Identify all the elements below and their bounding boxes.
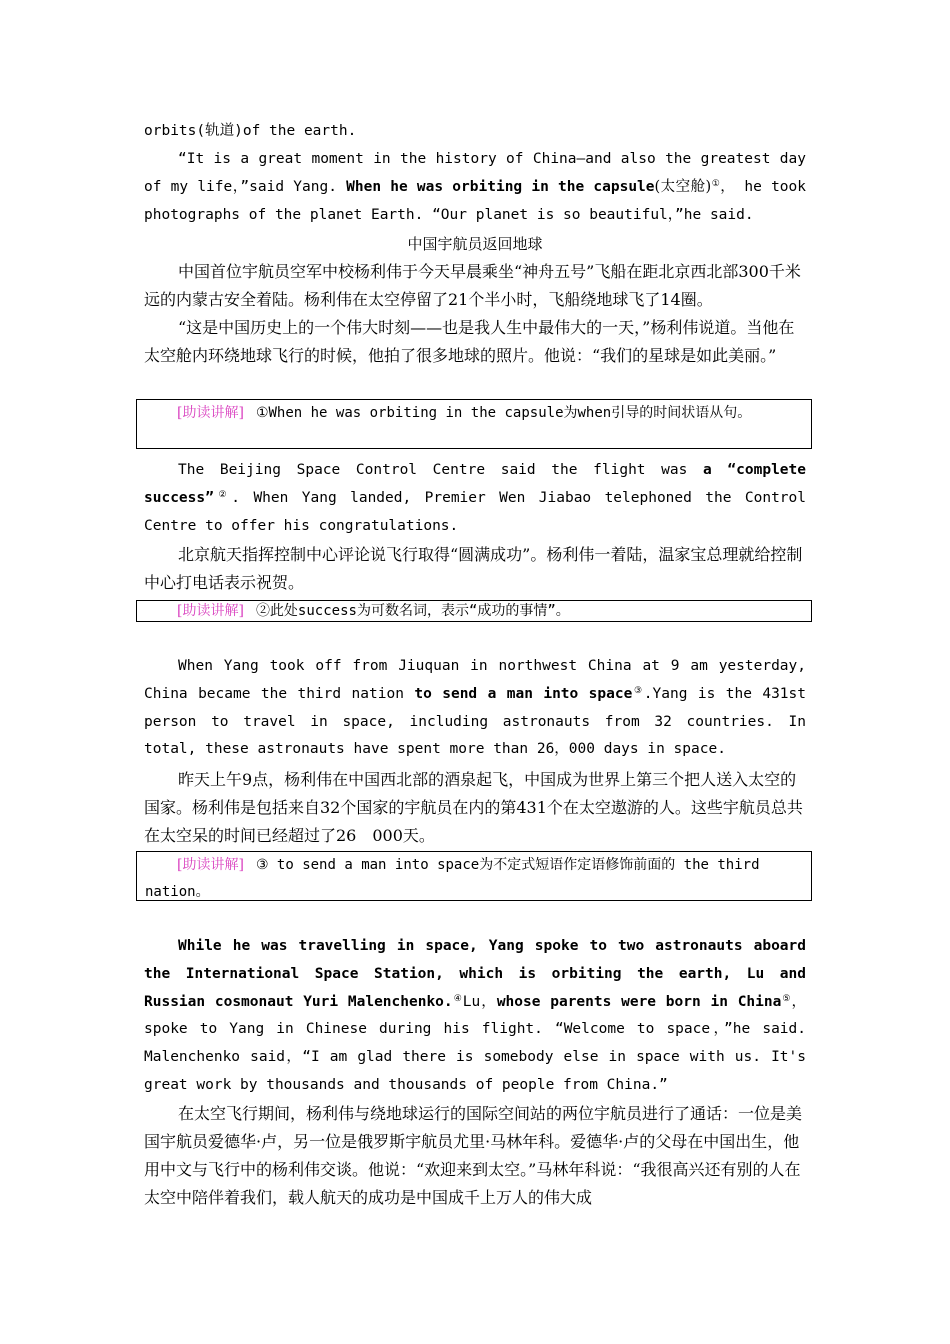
chinese-paragraph-3: 北京航天指挥控制中心评论说飞行取得“圆满成功”。杨利伟一着陆，温家宝总理就给控制中心打电话表示祝贺。	[144, 545, 803, 592]
annotation-marker: ①	[711, 178, 721, 189]
bold-phrase-send: to send a man into space	[414, 685, 633, 702]
annotation-marker: ⑤	[781, 993, 792, 1004]
chinese-paragraph-5: 在太空飞行期间，杨利伟与绕地球运行的国际空间站的两位宇航员进行了通话：一位是美国宇航员爱德华·卢，另一位是俄罗斯宇航员尤里·马林年科。爱德华·卢的父母在中国出生，他用中文与飞行中的杨利伟交谈。他说：“欢迎来到太空。”马林年科说：“我很高兴还有别的人在太空中陪伴着我们，载人航天的成功是中国成千上万人的伟大成	[144, 1104, 803, 1207]
english-paragraph-1: “It is a great moment in the history of China—and also the greatest day of my life，”said Yang. When he was orbiting in the capsule(太空舱)①， he took photographs of the planet Earth. “Our planet is so beautiful，”he said.	[144, 151, 806, 223]
bold-phrase-success: a “complete success”	[144, 462, 806, 506]
note-text: ②此处success为可数名词，表示“成功的事情”。	[255, 603, 570, 619]
bold-phrase-travelling: While he was travelling in space, Yang spoke to two astronauts aboard the International Space Station, which is orbiting the earth, Lu and Russian cosmonaut Yuri Malenchenko.	[144, 938, 806, 1010]
english-paragraph-3: When Yang took off from Jiuquan in northwest China at 9 am yesterday, China became the third nation to send a man into space③.Yang is the 431st person to travel in space, including astronauts from 32 countries. In total, these astronauts have spent more than 26，000 days in space.	[144, 658, 806, 758]
annotation-marker: ②	[213, 489, 232, 500]
reading-note-box-1	[136, 399, 812, 449]
note-text: ①When he was orbiting in the capsule为when引导的时间状语从句。	[255, 405, 752, 421]
chinese-paragraph-2: “这是中国历史上的一个伟大时刻——也是我人生中最伟大的一天，”杨利伟说道。当他在太空舱内环绕地球飞行的时候，他拍了很多地球的照片。他说：“我们的星球是如此美丽。”	[144, 318, 795, 365]
reading-note-box-3	[136, 851, 812, 901]
annotation-marker: ③	[632, 685, 644, 696]
chinese-paragraph-4: 昨天上午9点，杨利伟在中国西北部的酒泉起飞，中国成为世界上第三个把人送入太空的国家。杨利伟是包括来自32个国家的宇航员在内的第431个在太空遨游的人。这些宇航员总共在太空呆的时间已经超过了26 000天。	[144, 770, 803, 845]
section-title: 中国宇航员返回地球	[407, 235, 543, 253]
reading-note-box-2	[136, 600, 812, 622]
text-line-orbits: orbits(轨道)of the earth.	[144, 123, 357, 139]
chinese-paragraph-1: 中国首位宇航员空军中校杨利伟于今天早晨乘坐“神舟五号”飞船在距北京西北部300千米远的内蒙古安全着陆。杨利伟在太空停留了21个半小时，飞船绕地球飞了14圈。	[144, 262, 801, 309]
annotation-marker: ④	[452, 993, 463, 1004]
note-tag: [助读讲解]	[177, 857, 244, 873]
english-paragraph-2: The Beijing Space Control Centre said the flight was a “complete success”②. When Yang landed, Premier Wen Jiabao telephoned the Control Centre to offer his congratulations.	[144, 462, 806, 534]
bold-phrase-parents: whose parents were born in China	[496, 993, 782, 1010]
note-text: ③ to send a man into space为不定式短语作定语修饰前面的 the third nation。	[145, 857, 760, 900]
english-paragraph-4: While he was travelling in space, Yang spoke to two astronauts aboard the International Space Station, which is orbiting the earth, Lu and Russian cosmonaut Yuri Malenchenko.④Lu，whose parents were born in China⑤， spoke to Yang in Chinese during his flight. “Welcome to space，”he said. Malenchenko said，“I am glad there is somebody else in space with us. It's great work by thousands and thousands of people from China.”	[144, 938, 806, 1093]
note-tag: [助读讲解]	[177, 603, 244, 619]
note-tag: [助读讲解]	[177, 405, 244, 421]
bold-phrase-orbiting: When he was orbiting in the capsule	[346, 178, 655, 195]
